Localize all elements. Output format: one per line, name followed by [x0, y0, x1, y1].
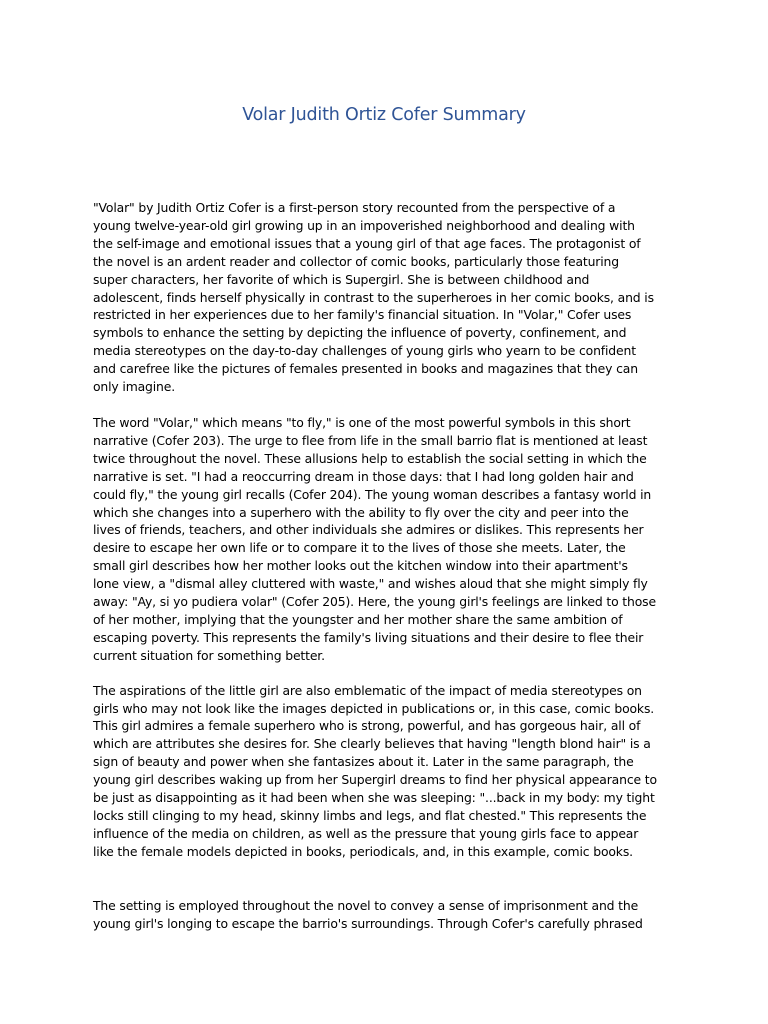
text-line: sign of beauty and power when she fantasizes about it. Later in the same paragraph, the	[93, 754, 634, 770]
text-line: which are attributes she desires for. She clearly believes that having "length blond hair" is a	[93, 736, 651, 752]
text-line: girls who may not look like the images depicted in publications or, in this case, comic books.	[93, 700, 655, 716]
text-line: desire to escape her own life or to compare it to the lives of those she meets. Later, the	[93, 540, 626, 556]
text-line: young girl describes waking up from her Supergirl dreams to find her physical appearance to	[93, 772, 657, 788]
paragraph-3	[93, 682, 683, 861]
text-line: lone view, a "dismal alley cluttered with waste," and wishes aloud that she might simply fly	[93, 576, 648, 592]
text-line: locks still clinging to my head, skinny limbs and legs, and flat chested." This represents the	[93, 808, 647, 823]
text-line: narrative (Cofer 203). The urge to flee from life in the small barrio flat is mentioned at least	[93, 432, 648, 448]
text-line: super characters, her favorite of which is Supergirl. She is between childhood and	[93, 271, 590, 287]
text-line: The word "Volar," which means "to fly," is one of the most powerful symbols in this short	[93, 414, 631, 430]
text-line: restricted in her experiences due to her family's financial situation. In "Volar," Cofer uses	[93, 307, 632, 323]
text-line: The aspirations of the little girl are also emblematic of the impact of media stereotypes on	[93, 682, 642, 698]
text-line: influence of the media on children, as well as the pressure that young girls face to appear	[93, 825, 639, 841]
text-line: adolescent, finds herself physically in contrast to the superheroes in her comic books, and is	[93, 289, 654, 305]
document-title: Volar Judith Ortiz Cofer Summary	[242, 105, 526, 125]
text-line: symbols to enhance the setting by depicting the influence of poverty, confinement, and	[93, 325, 627, 341]
text-line: which she changes into a superhero with the ability to fly over the city and peer into the	[93, 504, 629, 520]
text-line: "Volar" by Judith Ortiz Cofer is a first-person story recounted from the perspective of a	[93, 200, 616, 215]
text-line: lives of friends, teachers, and other individuals she admires or dislikes. This represents her	[93, 522, 644, 538]
text-line: away: "Ay, si yo pudiera volar" (Cofer 205). Here, the young girl's feelings are linked to those	[93, 594, 656, 610]
text-line: media stereotypes on the day-to-day challenges of young girls who yearn to be confident	[93, 343, 636, 359]
text-line: and carefree like the pictures of females presented in books and magazines that they can	[93, 361, 638, 377]
text-line: like the female models depicted in books, periodicals, and, in this example, comic books.	[93, 843, 633, 859]
text-line: The setting is employed throughout the novel to convey a sense of imprisonment and the	[93, 897, 639, 913]
text-line: the self-image and emotional issues that a young girl of that age faces. The protagonist of	[93, 235, 641, 251]
text-line: young twelve-year-old girl growing up in an impoverished neighborhood and dealing with	[93, 217, 635, 233]
document-body	[93, 199, 683, 933]
paragraph-1	[93, 199, 683, 396]
paragraph-2	[93, 414, 683, 665]
text-line: escaping poverty. This represents the family's living situations and their desire to flee their	[93, 629, 644, 645]
text-line: of her mother, implying that the youngster and her mother share the same ambition of	[93, 611, 623, 627]
text-line: could fly," the young girl recalls (Cofer 204). The young woman describes a fantasy world in	[93, 486, 652, 502]
paragraph-4	[93, 897, 683, 933]
text-line: small girl describes how her mother looks out the kitchen window into their apartment's	[93, 558, 628, 574]
text-line: twice throughout the novel. These allusions help to establish the social setting in which the	[93, 450, 647, 466]
text-line: young girl's longing to escape the barrio's surroundings. Through Cofer's carefully phrased	[93, 915, 643, 931]
text-line: This girl admires a female superhero who is strong, powerful, and has gorgeous hair, all of	[93, 718, 641, 734]
text-line: the novel is an ardent reader and collector of comic books, particularly those featuring	[93, 253, 619, 269]
text-line: only imagine.	[93, 379, 176, 395]
text-line: be just as disappointing as it had been when she was sleeping: "...back in my body: my tight	[93, 790, 655, 806]
text-line: narrative is set. "I had a reoccurring dream in those days: that I had long golden hair and	[93, 468, 634, 484]
text-line: current situation for something better.	[93, 647, 325, 663]
